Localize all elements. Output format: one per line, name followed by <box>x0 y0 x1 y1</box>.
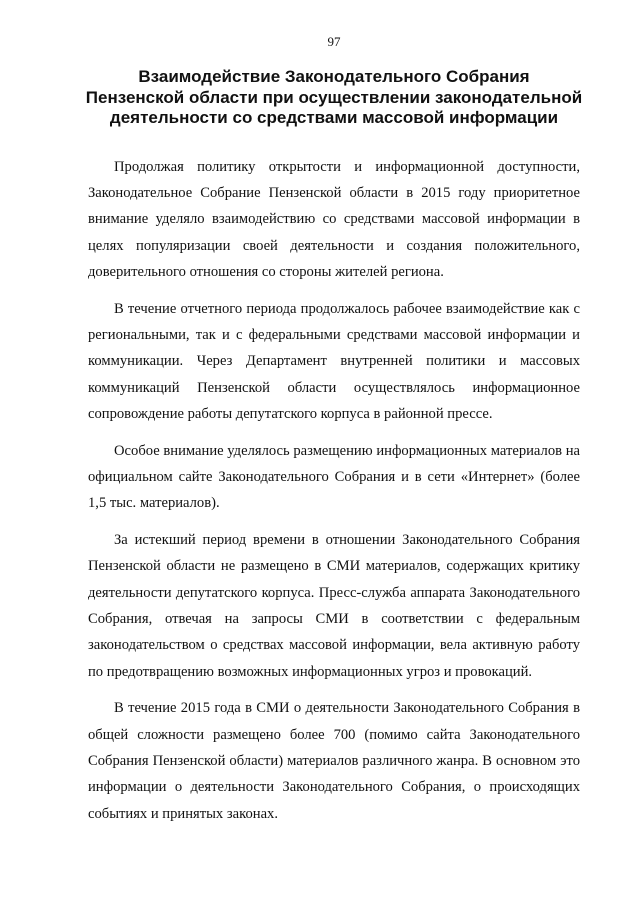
page-number: 97 <box>327 34 341 49</box>
title-line-1: Взаимодействие Законодательного Собрания <box>138 67 530 86</box>
title-line-3: деятельности со средствами массовой информации <box>109 108 559 127</box>
paragraph-5: В течение 2015 года в СМИ о деятельности Законодательного Собрания в общей сложности размещено более 700 (помимо сайта Законодательного Собрания Пензенской области) материалов различного жанра. В основном это информации о деятельности Законодательного Собрания, о происходящих событиях и принятых законах. <box>88 700 580 822</box>
section-title <box>68 67 600 129</box>
paragraph-1: Продолжая политику открытости и информационной доступности, Законодательное Собрание Пензенской области в 2015 году приоритетное внимание уделяло взаимодействию со средствами массовой информации в целях популяризации своей деятельности и создания положительного, доверительного отношения со стороны жителей региона. <box>88 158 580 281</box>
title-line-2: Пензенской области при осуществлении законодательной <box>85 87 583 107</box>
paragraph-3: Особое внимание уделялось размещению информационных материалов на официальном сайте Законодательного Собрания и в сети «Интернет» (более 1,5 тыс. материалов). <box>88 442 580 512</box>
paragraph-4: За истекший период времени в отношении Законодательного Собрания Пензенской области не размещено в СМИ материалов, содержащих критику деятельности депутатского корпуса. Пресс-служба аппарата Законодательного Собрания, отвечая на запросы СМИ в соответствии с федеральным законодательством о средствах массовой информации, вела активную работу по предотвращению возможных информационных угроз и провокаций. <box>88 531 580 680</box>
paragraph-2: В течение отчетного периода продолжалось рабочее взаимодействие как с региональными, так и с федеральными средствами массовой информации и коммуникации. Через Департамент внутренней политики и массовых коммуникаций Пензенской области осуществлялось информационное сопровождение работы депутатского корпуса в районной прессе. <box>88 300 580 423</box>
